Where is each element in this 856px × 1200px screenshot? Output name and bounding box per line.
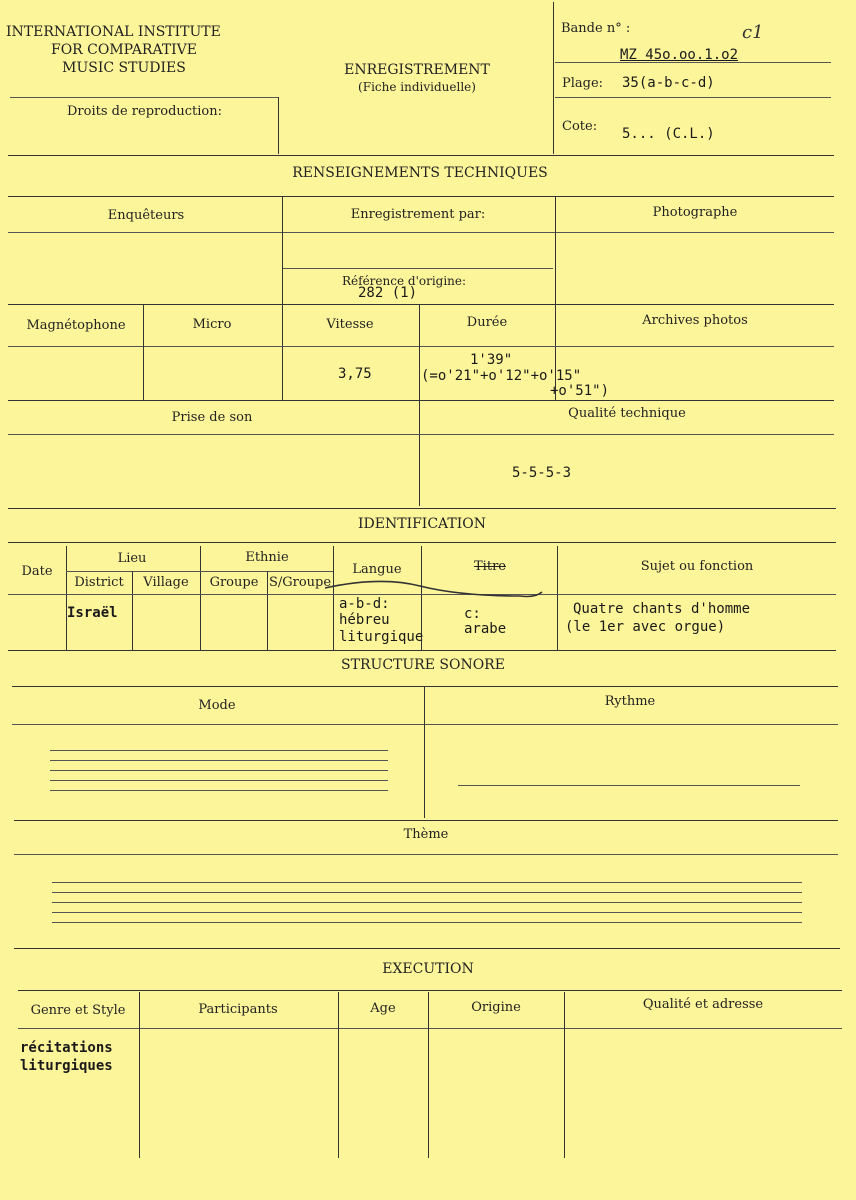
rule <box>14 854 838 855</box>
prise-de-son-label: Prise de son <box>171 410 253 425</box>
rule <box>282 196 283 400</box>
rule <box>428 992 429 1158</box>
rule <box>283 268 553 269</box>
ethnie-label: Ethnie <box>245 550 289 565</box>
mode-label: Mode <box>198 698 236 713</box>
rule <box>555 97 831 98</box>
rule <box>338 992 339 1158</box>
enqueteurs-label: Enquêteurs <box>107 208 185 223</box>
titre-value-line2: arabe <box>464 621 507 637</box>
rule <box>278 97 279 154</box>
document-subtitle: (Fiche individuelle) <box>358 80 476 94</box>
section-title-execution: EXECUTION <box>382 961 474 977</box>
qualite-adresse-label: Qualité et adresse <box>642 997 764 1012</box>
rule <box>8 434 834 435</box>
duree-breakdown: (=o'21"+o'12"+o'15" <box>421 368 582 384</box>
rule <box>424 686 425 818</box>
reference-origine-value: 282 (1) <box>358 285 418 301</box>
micro-label: Micro <box>192 317 232 332</box>
rule <box>553 2 554 154</box>
cote-value: 5... (C.L.) <box>622 126 715 142</box>
bande-handwritten-mark: c1 <box>742 22 764 43</box>
sgroupe-label: S/Groupe <box>268 575 332 590</box>
rule <box>8 542 836 543</box>
theme-label: Thème <box>403 827 449 842</box>
rule <box>18 990 842 991</box>
rule <box>8 155 834 156</box>
rule <box>66 546 67 650</box>
duree-label: Durée <box>466 315 508 330</box>
vitesse-value: 3,75 <box>338 366 372 382</box>
rule <box>139 992 140 1158</box>
langue-value-line2: hébreu <box>339 612 390 628</box>
date-label: Date <box>21 564 53 579</box>
langue-label: Langue <box>352 562 402 577</box>
rule <box>18 1028 842 1029</box>
plage-label: Plage: <box>562 76 604 91</box>
bande-number: MZ 45o.oo.1.o2 <box>620 47 739 63</box>
reference-origine-label: Référence d'origine: <box>342 274 467 288</box>
vitesse-label: Vitesse <box>326 317 374 332</box>
rule <box>557 546 558 650</box>
section-title-structure-sonore: STRUCTURE SONORE <box>341 657 505 673</box>
rule <box>143 304 144 400</box>
document-title: ENREGISTREMENT <box>344 62 490 78</box>
rule <box>10 97 278 98</box>
rule <box>564 992 565 1158</box>
qualite-technique-label: Qualité technique <box>568 406 686 421</box>
rule <box>267 571 268 650</box>
rule <box>50 780 388 781</box>
rule <box>50 770 388 771</box>
rule <box>8 346 834 347</box>
lieu-label: Lieu <box>117 551 147 566</box>
sujet-fonction-label: Sujet ou fonction <box>640 559 754 574</box>
rule <box>52 922 802 923</box>
rule <box>8 196 834 197</box>
village-label: Village <box>143 575 189 590</box>
rule <box>12 686 838 687</box>
genre-style-label: Genre et Style <box>30 1003 126 1018</box>
rule <box>52 882 802 883</box>
rule <box>50 760 388 761</box>
enregistrement-par-label: Enregistrement par: <box>350 207 486 222</box>
archives-photos-label: Archives photos <box>642 313 748 328</box>
duree-total: 1'39" <box>470 352 513 368</box>
rule <box>132 571 133 650</box>
rule <box>12 724 838 725</box>
langue-value-line3: liturgique <box>339 629 424 645</box>
langue-value-line1: a-b-d: <box>339 596 390 612</box>
groupe-label: Groupe <box>209 575 259 590</box>
genre-style-value-line2: liturgiques <box>20 1058 113 1074</box>
rule <box>8 650 836 651</box>
participants-label: Participants <box>198 1002 278 1017</box>
rule <box>8 508 836 509</box>
section-title-renseignements: RENSEIGNEMENTS TECHNIQUES <box>292 165 548 181</box>
district-value: Israël <box>67 605 118 621</box>
rule <box>14 820 838 821</box>
rule <box>419 304 420 506</box>
institute-name-line3: MUSIC STUDIES <box>62 60 186 76</box>
district-label: District <box>74 575 124 590</box>
institute-name-line2: FOR COMPARATIVE <box>50 42 198 58</box>
titre-value-line1: c: <box>464 606 481 622</box>
duree-breakdown-cont: +o'51") <box>550 383 610 399</box>
rule <box>52 892 802 893</box>
magnetophone-label: Magnétophone <box>26 318 126 333</box>
titre-label: Titre <box>474 559 506 574</box>
sujet-value-line1: Quatre chants d'homme <box>573 601 751 617</box>
plage-value: 35(a-b-c-d) <box>622 75 715 91</box>
rule <box>52 912 802 913</box>
bande-label: Bande n° : <box>561 21 631 36</box>
rule <box>8 304 834 305</box>
rythme-label: Rythme <box>604 694 656 709</box>
genre-style-value-line1: récitations <box>20 1040 113 1056</box>
qualite-technique-value: 5-5-5-3 <box>512 465 572 481</box>
rule <box>8 400 834 401</box>
photographe-label: Photographe <box>652 205 738 220</box>
rule <box>14 948 840 949</box>
rule <box>50 790 388 791</box>
rule <box>50 750 388 751</box>
sujet-value-line2: (le 1er avec orgue) <box>565 619 726 635</box>
rule <box>458 785 800 786</box>
rule <box>52 902 802 903</box>
rule <box>8 232 834 233</box>
rule <box>66 571 333 572</box>
origine-label: Origine <box>471 1000 521 1015</box>
cote-label: Cote: <box>562 119 598 134</box>
institute-name-line1: INTERNATIONAL INSTITUTE <box>6 24 221 40</box>
section-title-identification: IDENTIFICATION <box>358 516 486 532</box>
age-label: Age <box>370 1001 396 1016</box>
droits-reproduction-label: Droits de reproduction: <box>67 104 223 119</box>
rule <box>200 546 201 650</box>
